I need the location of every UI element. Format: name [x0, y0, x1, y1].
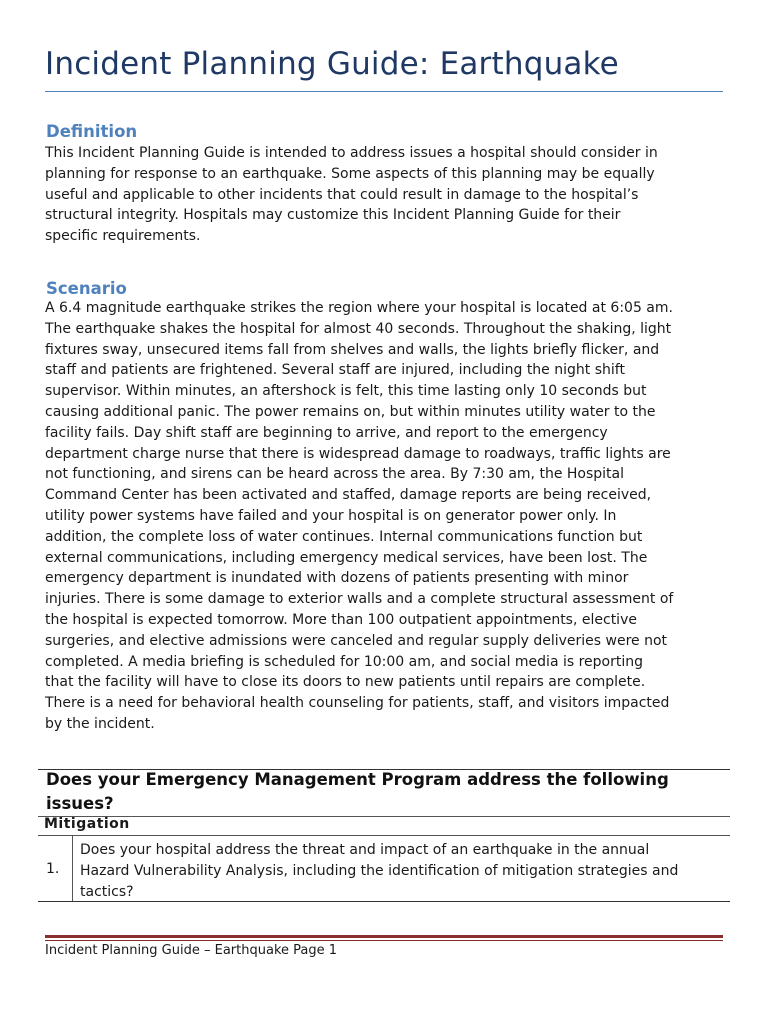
scenario-text: A 6.4 magnitude earthquake strikes the region where your hospital is located at 6:05 am. The earthquake shakes the hospital for almost 40 seconds. Throughout the shaking, light fixtures sway, unsecured items fall from shelves and walls, the lights briefly flicker, and staff and patients are frightened. Several staff are injured, including the night shift supervisor. Within minutes, an aftershock is felt, this time lasting only 10 seconds but causing additional panic. The power remains on, but within minutes utility water to the facility fails. Day shift staff are beginning to arrive, and report to the emergency department charge nurse that there is widespread damage to roadways, traffic lights are not functioning, and sirens can be heard across the area. By 7:30 am, the Hospital Command Center has been activated and staffed, damage reports are being received, utility power systems have failed and your hospital is on generator power only. In addition, the complete loss of water continues. Internal communications function but external communications, including emergency medical services, have been lost. The emergency department is inundated with dozens of patients presenting with minor injuries. There is some damage to exterior walls and a complete structural assessment of the hospital is expected tomorrow. More than 100 outpatient appointments, elective surgeries, and elective admissions were canceled and regular supply deliveries were not completed. A media briefing is scheduled for 10:00 am, and social media is reporting that the facility will have to close its doors to new patients until repairs are complete. There is a need for behavioral health counseling for patients, staff, and visitors impacted by the incident. — [45, 300, 674, 732]
table-column-divider — [72, 835, 73, 901]
section-divider — [38, 816, 730, 817]
questions-table-bottom-border — [38, 901, 730, 902]
question-text: Does your hospital address the threat and impact of an earthquake in the annual Hazard Vulnerability Analysis, including the identification of mitigation strategies and tactics? — [80, 842, 679, 900]
footer-divider-thin — [45, 940, 723, 941]
footer-divider-thick — [45, 935, 723, 938]
page-footer: Incident Planning Guide – Earthquake Page 1 — [45, 943, 338, 958]
scenario-heading: Scenario — [46, 279, 127, 298]
question-number: 1. — [46, 861, 60, 877]
questions-heading: Does your Emergency Management Program address the following issues? — [46, 770, 669, 813]
page-title: Incident Planning Guide: Earthquake — [45, 46, 619, 82]
title-divider — [45, 91, 723, 92]
definition-text: This Incident Planning Guide is intended to address issues a hospital should consider in planning for response to an earthquake. Some aspects of this planning may be equally useful and applicable to other incidents that could result in damage to the hospital’s structural integrity. Hospitals may customize this Incident Planning Guide for their specific requirements. — [45, 145, 658, 245]
section-label-mitigation: Mitigation — [44, 816, 130, 832]
row-divider — [38, 835, 730, 836]
definition-heading: Definition — [46, 122, 138, 141]
